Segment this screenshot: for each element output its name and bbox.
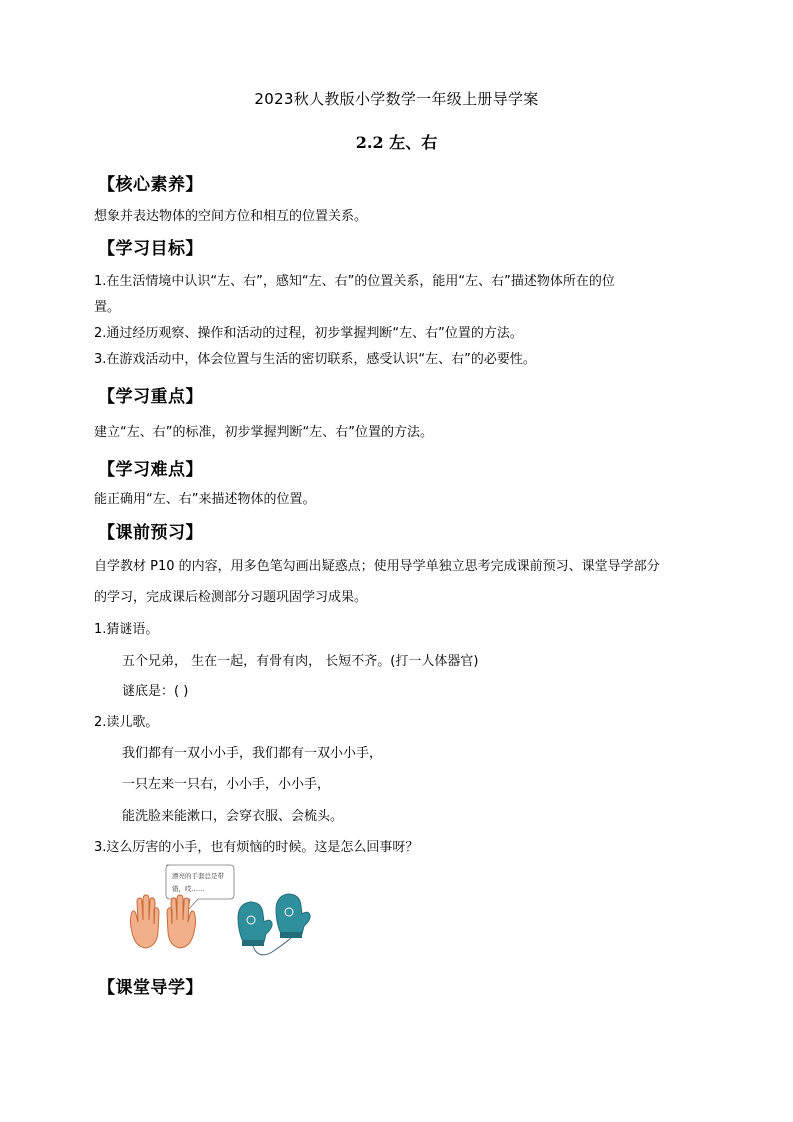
core-text: 想象并表达物体的空间方位和相互的位置关系。 <box>94 209 368 224</box>
section-heading-classroom: 【课堂导学】 <box>98 978 203 998</box>
left-hand-icon <box>131 895 160 948</box>
goal-item-2: 2.通过经历观察、操作和活动的过程，初步掌握判断“左、右”位置的方法。 <box>94 326 523 341</box>
section-heading-goals: 【学习目标】 <box>98 239 203 259</box>
question-1: 1.猜谜语。 <box>94 622 159 637</box>
preview-intro-2: 的学习，完成课后检测部分习题巩固学习成果。 <box>94 590 368 605</box>
song-line-3: 能洗脸来能漱口，会穿衣服、会梳头。 <box>122 809 344 824</box>
document-title: 2023秋人教版小学数学一年级上册导学案 <box>254 90 539 108</box>
mittens-icon <box>238 894 310 955</box>
section-heading-core: 【核心素养】 <box>98 175 203 195</box>
riddle-answer: 谜底是：( ) <box>122 684 189 699</box>
song-line-2: 一只左来一只右，小小手，小小手， <box>122 777 331 792</box>
difficulty-text: 能正确用“左、右”来描述物体的位置。 <box>94 492 316 507</box>
bubble-text-1: 漂亮的手套总是带 <box>172 872 224 880</box>
goal-item-1-cont: 置。 <box>94 300 121 315</box>
goal-item-1: 1.在生活情境中认识“左、右”，感知“左、右”的位置关系，能用“左、右”描述物体所在的位 <box>94 274 615 289</box>
goal-item-3: 3.在游戏活动中，体会位置与生活的密切联系，感受认识“左、右”的必要性。 <box>94 352 536 367</box>
section-heading-focus: 【学习重点】 <box>98 387 203 407</box>
focus-text: 建立“左、右”的标准，初步掌握判断“左、右”位置的方法。 <box>94 425 433 440</box>
section-heading-preview: 【课前预习】 <box>98 523 203 543</box>
preview-intro-1: 自学教材 P10 的内容，用多色笔勾画出疑惑点；使用导学单独立思考完成课前预习、课堂导学部分 <box>94 559 660 574</box>
song-line-1: 我们都有一双小小手，我们都有一双小小手， <box>122 746 383 761</box>
section-heading-difficulty: 【学习难点】 <box>98 460 203 480</box>
lesson-title: 2.2 左、右 <box>355 133 438 152</box>
question-2: 2.读儿歌。 <box>94 715 159 730</box>
hands-mittens-illustration <box>126 862 316 962</box>
riddle-text: 五个兄弟， 生在一起，有骨有肉， 长短不齐。(打一人体器官) <box>122 654 479 669</box>
bubble-text-2: 错，哎…… <box>172 885 205 893</box>
question-3: 3.这么厉害的小手，也有烦恼的时候。这是怎么回事呀？ <box>94 840 419 855</box>
